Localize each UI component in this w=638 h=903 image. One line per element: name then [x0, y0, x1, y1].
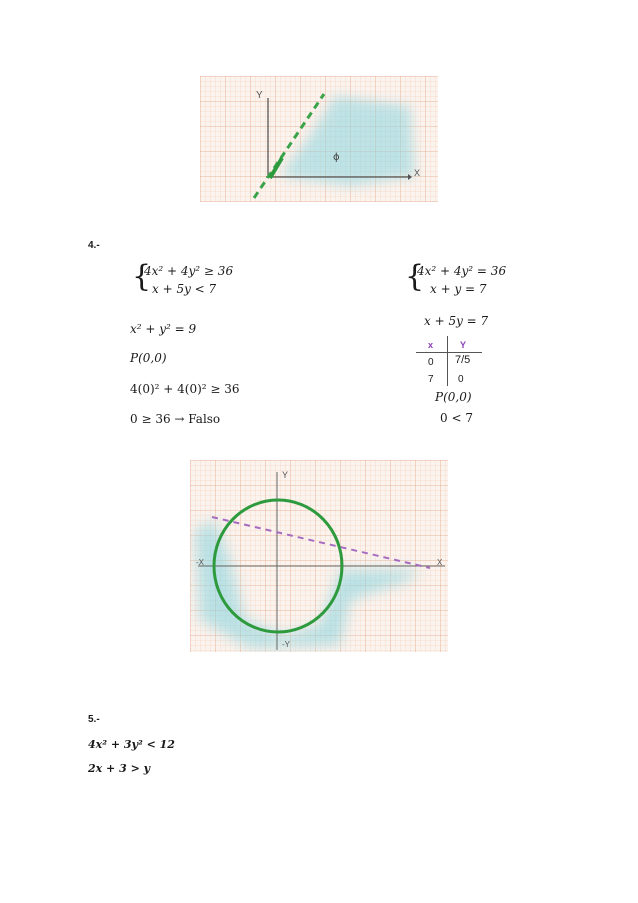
problem-4-heading: 4.-: [88, 240, 100, 251]
graph-2-svg: [190, 460, 448, 652]
system-left-brace: {: [132, 259, 152, 294]
system-left-eq2: x + 5y < 7: [152, 282, 217, 296]
graph-2: [190, 460, 448, 652]
neg-x-axis-label: -X: [196, 558, 204, 567]
table-header-x: x: [428, 340, 434, 350]
inequality-2: 2x + 3 > y: [88, 762, 151, 775]
system-right-eq2: x + y = 7: [430, 282, 487, 296]
line-equation: x + 5y = 7: [424, 314, 489, 328]
table-header-y: Y: [460, 340, 467, 350]
system-left-eq1: 4x² + 4y² ≥ 36: [144, 264, 234, 278]
step-result: 0 ≥ 36 → Falso: [130, 412, 221, 426]
graph-1: [200, 76, 438, 202]
problem-5-heading: 5.-: [88, 714, 100, 725]
system-right-brace: {: [405, 259, 425, 294]
system-right-eq1: 4x² + 4y² = 36: [417, 264, 507, 278]
table-header-rule: [416, 352, 482, 353]
table-cell-1-1: 0: [458, 374, 464, 385]
y-axis-label: Y: [256, 90, 263, 101]
x-axis-label: X: [437, 558, 443, 567]
region-mark: ϕ: [333, 152, 340, 163]
table-test-point: P(0,0): [435, 390, 472, 404]
table-cell-0-0: 0: [428, 357, 434, 368]
step-test-point: P(0,0): [130, 351, 167, 365]
y-axis-label: Y: [282, 470, 289, 480]
table-test-result: 0 < 7: [440, 411, 473, 425]
table-cell-0-1: 7/5: [455, 354, 471, 366]
step-circle-eq: x² + y² = 9: [130, 322, 197, 336]
graph-1-svg: [200, 76, 438, 202]
inequality-1: 4x² + 3y² < 12: [88, 738, 175, 751]
step-substitution: 4(0)² + 4(0)² ≥ 36: [130, 382, 240, 396]
value-table: [412, 336, 484, 388]
table-column-rule: [447, 336, 448, 386]
x-axis-label: X: [414, 168, 421, 178]
neg-y-axis-label: -Y: [282, 640, 290, 649]
table-cell-1-0: 7: [428, 374, 434, 385]
